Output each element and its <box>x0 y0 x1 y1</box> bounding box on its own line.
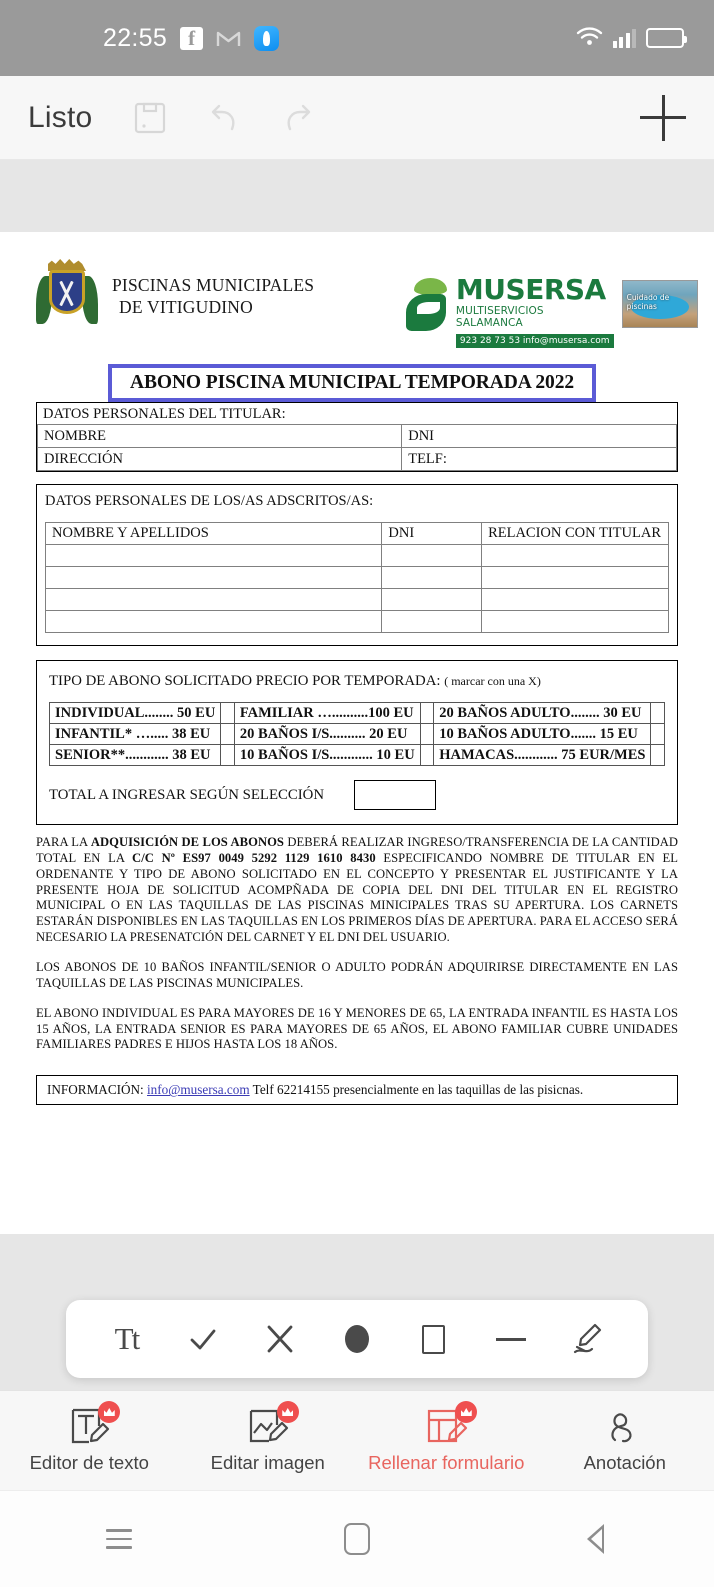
document-title-banner <box>108 364 596 402</box>
price-10-banos-is: 10 BAÑOS I/S............ 10 EU <box>234 745 420 766</box>
nav-rellenar-formulario[interactable] <box>357 1407 536 1474</box>
nav-label: Editar imagen <box>210 1452 325 1473</box>
paragraph-text: DEBERÁ REALIZAR INGRESO/TRANSFERENCIA DE LA CANTIDAD TOTAL EN LA <box>36 835 679 865</box>
table-row[interactable] <box>46 589 669 611</box>
paragraph-text: PARA LA <box>36 835 91 849</box>
musersa-contact: 923 28 73 53 info@musersa.com <box>456 334 614 348</box>
titular-section <box>36 402 678 472</box>
signal-icon <box>613 29 637 48</box>
price-20-banos-adulto: 20 BAÑOS ADULTO........ 30 EU <box>434 703 651 724</box>
facebook-icon <box>180 27 203 50</box>
paragraph-emphasis: ADQUISICIÓN DE LOS ABONOS <box>90 835 284 849</box>
titular-nombre-label: NOMBRE <box>38 425 402 448</box>
redo-icon[interactable] <box>276 96 320 140</box>
info-suffix: Telf 62214155 presencialmente en las taquillas de las pisicnas. <box>249 1082 584 1098</box>
pool-photo <box>622 280 698 328</box>
price-table <box>49 702 665 766</box>
titular-telf-label[interactable]: TELF: <box>402 448 677 471</box>
musersa-subtitle: MULTISERVICIOS SALAMANCA <box>455 305 544 329</box>
page-title: ABONO PISCINA MUNICIPAL TEMPORADA 2022 <box>129 372 574 393</box>
document-viewport[interactable] <box>0 232 714 1390</box>
table-row[interactable] <box>46 611 669 633</box>
square-tool[interactable] <box>408 1313 460 1365</box>
total-input-box[interactable] <box>354 780 436 810</box>
cell-dni[interactable] <box>382 545 482 567</box>
add-icon[interactable] <box>640 95 686 141</box>
total-row <box>49 780 665 810</box>
paragraph-edades <box>36 1006 678 1054</box>
premium-crown-icon <box>277 1401 299 1423</box>
musersa-title: MUSERSA <box>455 273 606 306</box>
info-prefix: INFORMACIÓN: <box>47 1082 148 1098</box>
col-nombre-apellidos: NOMBRE Y APELLIDOS <box>46 523 382 545</box>
checkbox-familiar[interactable] <box>420 703 434 724</box>
nav-label: Anotación <box>583 1452 666 1473</box>
table-row[interactable] <box>38 448 677 471</box>
gmail-icon <box>216 28 241 48</box>
line-tool-icon <box>496 1338 526 1341</box>
nav-label: Rellenar formulario <box>368 1452 525 1473</box>
status-bar <box>0 0 714 76</box>
total-label: TOTAL A INGRESAR SEGÚN SELECCIÓN <box>49 786 325 803</box>
cell-dni[interactable] <box>382 567 482 589</box>
cell-nombre[interactable] <box>46 611 382 633</box>
cell-nombre[interactable] <box>46 545 382 567</box>
status-clock: 22:55 <box>103 23 168 52</box>
premium-crown-icon <box>455 1401 477 1423</box>
annotation-icon <box>603 1407 647 1445</box>
pool-photo-caption: Cuidado de piscinas <box>626 293 670 311</box>
musersa-leaf-icon <box>404 276 450 332</box>
paragraph-text: LOS ABONOS DE 10 BAÑOS INFANTIL/SENIOR O ADULTO PODRÁN ADQUIRIRSE DIRECTAMENTE EN LAS TAQUILLAS DE LAS PISCINAS MUNICIPALES. <box>36 960 678 990</box>
price-familiar: FAMILIAR …..........100 EU <box>234 703 420 724</box>
titular-dni-label[interactable]: DNI <box>402 425 677 448</box>
titular-heading: DATOS PERSONALES DEL TITULAR: <box>43 406 286 422</box>
checkbox-20-banos-is[interactable] <box>420 724 434 745</box>
square-tool-icon <box>422 1325 445 1354</box>
wifi-icon <box>576 26 603 51</box>
android-nav-bar <box>0 1490 714 1587</box>
table-header-row <box>46 523 669 545</box>
rocket-app-icon <box>254 26 279 51</box>
table-row[interactable] <box>46 545 669 567</box>
checkbox-infantil[interactable] <box>221 724 235 745</box>
table-row <box>50 745 665 766</box>
cell-relacion[interactable] <box>482 545 669 567</box>
table-row[interactable] <box>46 567 669 589</box>
cell-nombre[interactable] <box>46 567 382 589</box>
cell-relacion[interactable] <box>482 567 669 589</box>
vitigudino-crest-icon <box>36 256 98 328</box>
bottom-navigation <box>0 1390 714 1490</box>
done-button[interactable]: Listo <box>28 100 93 134</box>
cell-dni[interactable] <box>382 589 482 611</box>
paragraph-text: ESPECIFICANDO NOMBRE DE TITULAR EN EL ORDENANTE Y TIPO DE ABONO SOLICITADO EN EL CONCEPTO Y PRESENTAR EL JUSTIFICANTE Y LA PRESENTE HOJA DE SOLICITUD ACOMPÑADA DE COPIA DEL DNI DEL TITULAR EN EL REGISTRO MUNICIPAL O EN LAS TAQUILLAS DE LAS PISCINAS MINICIPALES TRAS SU APERTURA. LOS CARNETS ESTARÁN DISPONIBLES EN LAS TAQUILLAS EN LOS PRIMEROS DÍAS DE APERTURA. PARA EL ACCESO SERÁ NECESARIO LA PRESENATCIÓN DEL CARNET Y EL DNI DEL USUARIO. <box>36 850 678 945</box>
musersa-logo <box>404 273 698 348</box>
checkbox-10-banos-is[interactable] <box>420 745 434 766</box>
text-editor-icon <box>67 1407 111 1445</box>
tipo-heading-note: ( marcar con una X) <box>444 674 541 688</box>
nav-label: Editor de texto <box>29 1452 149 1473</box>
status-right-group <box>576 26 685 51</box>
check-tool[interactable] <box>177 1313 229 1365</box>
price-20-banos-is: 20 BAÑOS I/S.......... 20 EU <box>234 724 420 745</box>
home-button[interactable] <box>329 1516 385 1562</box>
titular-direccion-label: DIRECCIÓN <box>38 448 402 471</box>
adscritos-heading: DATOS PERSONALES DE LOS/AS ADSCRITOS/AS: <box>45 493 374 509</box>
cell-relacion[interactable] <box>482 589 669 611</box>
paragraph-adquisicion <box>36 835 678 946</box>
premium-crown-icon <box>98 1401 120 1423</box>
price-hamacas: HAMACAS............ 75 EUR/MES <box>434 745 651 766</box>
signature-tool[interactable] <box>561 1313 613 1365</box>
text-tool-icon: Tt <box>114 1321 139 1356</box>
price-infantil: INFANTIL* …..... 38 EU <box>50 724 221 745</box>
undo-icon[interactable] <box>202 96 246 140</box>
table-row[interactable] <box>38 425 677 448</box>
signature-tool-icon <box>569 1321 605 1357</box>
form-fill-icon <box>424 1407 468 1445</box>
col-relacion: RELACION CON TITULAR <box>482 523 669 545</box>
paragraph-abonos-10-banos <box>36 960 678 992</box>
adscritos-table <box>45 522 669 633</box>
col-dni: DNI <box>382 523 482 545</box>
back-button[interactable] <box>567 1516 623 1562</box>
paragraph-emphasis: C/C Nº ES97 0049 5292 1129 1610 8430 <box>132 850 376 865</box>
menu-button[interactable] <box>91 1516 147 1562</box>
crest-label: PISCINAS MUNICIPALES DE VITIGUDINO <box>112 275 315 318</box>
app-toolbar <box>0 76 714 160</box>
cross-tool[interactable] <box>254 1313 306 1365</box>
checkbox-individual[interactable] <box>221 703 235 724</box>
line-tool[interactable] <box>485 1313 537 1365</box>
cell-relacion[interactable] <box>482 611 669 633</box>
cell-dni[interactable] <box>382 611 482 633</box>
cross-tool-icon <box>264 1323 296 1355</box>
checkbox-20-banos-adulto[interactable] <box>651 703 665 724</box>
cell-nombre[interactable] <box>46 589 382 611</box>
table-row <box>50 724 665 745</box>
info-box <box>36 1075 678 1105</box>
document-page <box>0 232 714 1234</box>
dot-tool[interactable] <box>331 1313 383 1365</box>
tipo-abono-section <box>36 660 678 825</box>
tipo-heading-main: TIPO DE ABONO SOLICITADO PRECIO POR TEMPORADA: <box>49 673 441 689</box>
document-header <box>22 256 692 348</box>
adscritos-section <box>36 484 678 646</box>
dot-tool-icon <box>345 1325 369 1353</box>
price-individual: INDIVIDUAL........ 50 EU <box>50 703 221 724</box>
tipo-heading <box>49 673 665 690</box>
save-icon[interactable] <box>128 96 172 140</box>
price-senior: SENIOR**............ 38 EU <box>50 745 221 766</box>
checkbox-senior[interactable] <box>221 745 235 766</box>
form-fill-toolbar <box>66 1300 648 1378</box>
table-row <box>50 703 665 724</box>
battery-icon <box>646 28 684 48</box>
check-tool-icon <box>186 1322 220 1356</box>
info-email-link[interactable]: info@musersa.com <box>147 1082 250 1098</box>
nav-editar-imagen[interactable] <box>179 1407 358 1474</box>
price-10-banos-adulto: 10 BAÑOS ADULTO....... 15 EU <box>434 724 651 745</box>
titular-table <box>37 424 677 471</box>
document-top-gap <box>0 160 714 232</box>
image-editor-icon <box>246 1407 290 1445</box>
paragraph-text: EL ABONO INDIVIDUAL ES PARA MAYORES DE 16 Y MENORES DE 65, LA ENTRADA INFANTIL ES HASTA LOS 15 AÑOS, LA ENTRADA SENIOR ES PARA MAYORES DE 65 AÑOS, EL ABONO FAMILIAR CUBRE UNIDADES FAMILIARES PADRES E HIJOS HASTA LOS 18 AÑOS. <box>36 1005 678 1052</box>
checkbox-10-banos-adulto[interactable] <box>651 724 665 745</box>
nav-anotacion[interactable] <box>536 1407 714 1474</box>
text-tool[interactable] <box>100 1313 152 1365</box>
checkbox-hamacas[interactable] <box>651 745 665 766</box>
nav-editor-de-texto[interactable] <box>0 1407 179 1474</box>
status-left-group <box>103 24 279 53</box>
